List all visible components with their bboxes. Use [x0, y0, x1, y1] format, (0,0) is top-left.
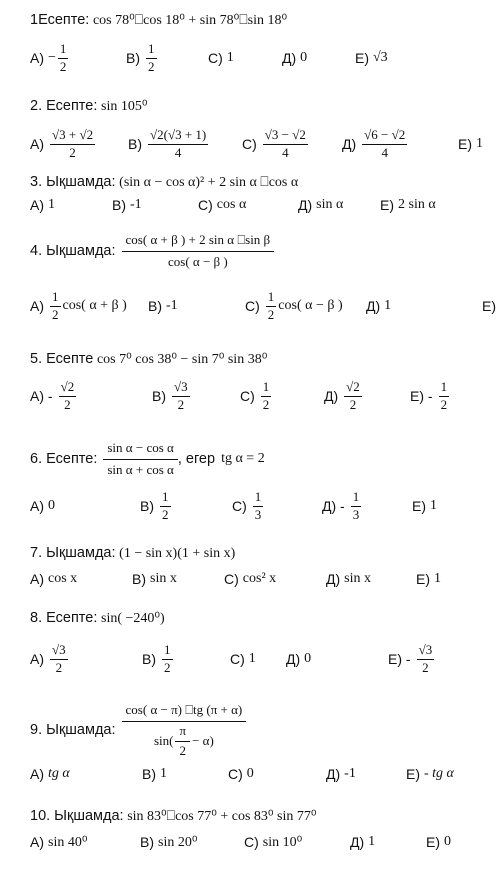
option-letter: С) [230, 651, 245, 667]
option-letter: Д) [326, 571, 341, 587]
option-letter: С) [240, 388, 255, 404]
fraction: $\frac{√2(√3 + 1)}{4}$ [150, 126, 207, 160]
option-value: 1 [384, 298, 392, 313]
option-5-d[interactable] [324, 374, 364, 418]
denominator-prefix: sin( [153, 732, 174, 748]
option-6-a[interactable] [30, 484, 55, 528]
question-7-expr: (1 − sin x)(1 + sin x) [119, 546, 236, 561]
option-8-c[interactable] [230, 637, 256, 681]
option-9-c[interactable] [228, 762, 254, 786]
option-7-d[interactable] [326, 567, 371, 591]
fraction: $\frac{√2}{2}$ [346, 378, 360, 412]
option-letter: Д) [366, 298, 381, 314]
question-9 [30, 702, 246, 759]
fraction: $\frac{\pi}{2}$ [175, 724, 190, 759]
option-value: 2 sin α [398, 197, 436, 212]
question-1-label: 1Есепте: [30, 12, 90, 28]
option-4-e[interactable] [482, 284, 500, 328]
question-4-fraction [122, 232, 275, 271]
fraction: $\frac{1}{2}$ [164, 641, 171, 675]
option-value: 0 [444, 834, 451, 849]
question-5-label: 5. Есепте [30, 351, 94, 367]
option-letter: Д) [282, 50, 297, 66]
question-4-label: 4. Ықшамда: [30, 243, 116, 260]
question-7-label: 7. Ықшамда: [30, 545, 116, 561]
option-letter: С) [198, 197, 213, 213]
option-value: 0 [300, 50, 308, 65]
fraction: $\frac{√2}{2}$ [60, 378, 75, 412]
option-7-a[interactable] [30, 567, 77, 591]
options-4 [30, 284, 500, 328]
option-value: cos( α − β ) [278, 298, 343, 313]
question-6 [30, 440, 265, 479]
option-letter: А) [30, 136, 44, 152]
question-7 [30, 545, 235, 562]
option-7-e[interactable] [416, 567, 441, 591]
option-7-c[interactable] [224, 567, 276, 591]
option-10-b[interactable] [140, 830, 197, 854]
option-2-d[interactable] [342, 122, 409, 166]
option-value: 0 [48, 498, 55, 513]
option-letter: Е) [412, 498, 426, 514]
question-9-label: 9. Ықшамда: [30, 722, 116, 739]
option-9-e[interactable] [406, 762, 454, 786]
option-value: tg α [48, 766, 70, 781]
option-6-d[interactable] [322, 484, 363, 528]
question-6-condition: , егер [177, 451, 216, 468]
option-value: √3 [373, 50, 388, 65]
question-6-condition-expr: tg α = 2 [221, 451, 265, 467]
question-3-expr: (sin α − cos α)² + 2 sin α ⎕cos α [119, 175, 299, 190]
option-3-b[interactable] [112, 193, 142, 217]
option-value: cos α [216, 197, 247, 212]
option-9-d[interactable] [326, 762, 356, 786]
option-10-d[interactable] [350, 830, 375, 854]
fraction: $\frac{1}{3}$ [352, 488, 360, 522]
option-letter: Д) [298, 197, 313, 213]
option-letter: С) [245, 298, 260, 314]
option-6-e[interactable] [412, 484, 437, 528]
question-2 [30, 98, 147, 115]
question-8-expr: sin( −240⁰) [101, 611, 165, 626]
fraction: $\frac{1}{2}$ [440, 378, 448, 412]
option-value: 1 [160, 766, 167, 781]
question-2-expr: sin 105⁰ [101, 99, 148, 114]
option-letter: Е) [482, 298, 496, 314]
option-letter: А) [30, 834, 44, 850]
options-9 [30, 762, 500, 786]
option-letter: В) [132, 571, 146, 587]
option-letter: Е) [380, 197, 394, 213]
option-8-b[interactable] [142, 637, 175, 681]
option-letter: В) [140, 498, 154, 514]
option-2-a[interactable] [30, 122, 97, 166]
fraction: $\frac{√3}{2}$ [52, 641, 66, 675]
option-5-b[interactable] [152, 374, 192, 418]
option-5-a[interactable] [30, 374, 78, 418]
option-3-c[interactable] [198, 193, 246, 217]
option-letter: В) [140, 834, 154, 850]
option-letter: В) [112, 197, 126, 213]
options-1 [30, 38, 500, 78]
option-value: sin 20⁰ [158, 834, 198, 850]
options-10 [30, 830, 500, 854]
option-letter: Д) [324, 388, 339, 404]
option-letter: В) [128, 136, 142, 152]
option-3-a[interactable] [30, 193, 55, 217]
option-4-b[interactable] [148, 284, 178, 328]
options-6 [30, 484, 500, 528]
option-value: sin 10⁰ [262, 834, 303, 850]
option-value: - tg α [424, 766, 454, 781]
option-value: cos² x [242, 571, 277, 586]
option-letter: С) [228, 766, 243, 782]
option-letter: С) [242, 136, 257, 152]
option-letter: С) [208, 50, 223, 66]
option-8-d[interactable] [286, 637, 311, 681]
option-letter: Е) [426, 834, 440, 850]
option-letter: Д) - [322, 498, 345, 514]
option-10-a[interactable] [30, 830, 87, 854]
option-value: -1 [344, 766, 356, 781]
question-1-expr: cos 78⁰⎕cos 18⁰ + sin 78⁰⎕sin 18⁰ [92, 13, 288, 28]
question-8 [30, 610, 165, 627]
fraction: $\frac{1}{2}$ [52, 288, 59, 322]
numerator: sin α − cos α [103, 440, 177, 460]
numerator: cos( α + β ) + 2 sin α ⎕sin β [122, 232, 275, 252]
question-2-label: 2. Есепте: [30, 98, 98, 114]
option-sign: − [48, 50, 56, 65]
option-4-d[interactable] [366, 284, 391, 328]
option-2-b[interactable] [128, 122, 210, 166]
option-value: 1 [226, 50, 234, 65]
option-value: 0 [304, 651, 312, 666]
option-1-e[interactable] [355, 38, 388, 78]
option-letter: Е) [406, 766, 420, 782]
options-8 [30, 637, 500, 681]
option-7-b[interactable] [132, 567, 177, 591]
option-value: 1 [476, 136, 483, 151]
option-letter: А) [30, 197, 44, 213]
option-letter: А) - [30, 388, 53, 404]
fraction: $\frac{√3 - √2}{4}$ [264, 126, 306, 160]
question-5 [30, 351, 267, 368]
option-9-b[interactable] [142, 762, 167, 786]
option-letter: Д) [350, 834, 365, 850]
option-letter: Е) - [388, 651, 411, 667]
fraction: $\frac{√6 - √2}{4}$ [364, 126, 406, 160]
option-letter: Е) [458, 136, 472, 152]
option-letter: Д) [326, 766, 341, 782]
option-letter: Д) [342, 136, 357, 152]
option-8-a[interactable] [30, 637, 70, 681]
options-7 [30, 567, 500, 591]
denominator-suffix: − α) [192, 732, 214, 748]
fraction: $\frac{√3 + √2}{2}$ [52, 126, 94, 160]
option-letter: В) [148, 298, 162, 314]
question-8-label: 8. Есепте: [30, 610, 98, 626]
option-2-c[interactable] [242, 122, 310, 166]
option-1-a[interactable] [30, 38, 70, 78]
question-4 [30, 232, 274, 271]
option-letter: А) [30, 498, 44, 514]
option-10-e[interactable] [426, 830, 451, 854]
question-6-label: 6. Есепте: [30, 451, 98, 468]
fraction: $\frac{1}{2}$ [267, 288, 275, 322]
fraction: $\frac{1}{2}$ [148, 40, 155, 74]
option-value: -1 [166, 298, 178, 313]
option-9-a[interactable] [30, 762, 70, 786]
option-1-b[interactable] [126, 38, 159, 78]
option-5-c[interactable] [240, 374, 273, 418]
option-letter: А) [30, 651, 44, 667]
option-letter: Д) [286, 651, 301, 667]
option-4-c[interactable] [245, 284, 343, 328]
fraction: $\frac{1}{2}$ [59, 40, 67, 74]
option-letter: А) [30, 766, 44, 782]
option-letter: Е) [355, 50, 369, 66]
option-value: 1 [48, 197, 55, 212]
option-10-c[interactable] [244, 830, 302, 854]
option-letter: А) [30, 571, 44, 587]
question-9-fraction [122, 702, 247, 759]
option-value: sin α [316, 197, 344, 212]
option-value: sin x [344, 571, 371, 586]
options-2 [30, 122, 500, 166]
option-1-c[interactable] [208, 38, 234, 78]
numerator: cos( α − π) ⎕tg (π + α) [122, 702, 247, 722]
option-4-a[interactable] [30, 284, 127, 328]
option-value: 0 [246, 766, 254, 781]
option-letter: А) [30, 50, 44, 66]
option-letter: В) [142, 651, 156, 667]
question-1 [30, 12, 287, 29]
question-10 [30, 808, 316, 825]
option-value: sin 40⁰ [48, 834, 88, 850]
option-value: 1 [430, 498, 437, 513]
option-letter: В) [126, 50, 140, 66]
fraction: $\frac{√3}{2}$ [418, 641, 433, 675]
option-5-e[interactable] [410, 374, 451, 418]
option-letter: А) [30, 298, 44, 314]
option-letter: С) [244, 834, 259, 850]
option-letter: С) [232, 498, 247, 514]
option-value: 1 [368, 834, 376, 849]
option-value: sin x [150, 571, 177, 586]
option-8-e[interactable] [388, 637, 436, 681]
question-3 [30, 174, 298, 191]
option-3-e[interactable] [380, 193, 436, 217]
question-6-fraction [103, 440, 177, 479]
option-2-e[interactable] [458, 122, 483, 166]
option-letter: В) [152, 388, 166, 404]
options-5 [30, 374, 500, 418]
option-6-c[interactable] [232, 484, 265, 528]
question-10-label: 10. Ықшамда: [30, 808, 124, 824]
fraction: $\frac{√3}{2}$ [174, 378, 188, 412]
option-value: cos x [48, 571, 78, 586]
option-letter: Е) - [410, 388, 433, 404]
fraction: $\frac{1}{2}$ [262, 378, 270, 412]
denominator: cos( α − β ) [167, 253, 228, 269]
option-3-d[interactable] [298, 193, 343, 217]
option-letter: В) [142, 766, 156, 782]
fraction: $\frac{1}{2}$ [162, 488, 169, 522]
question-3-label: 3. Ықшамда: [30, 174, 116, 190]
fraction: $\frac{1}{3}$ [254, 488, 262, 522]
question-5-expr: cos 7⁰ cos 38⁰ − sin 7⁰ sin 38⁰ [96, 352, 268, 367]
denominator [150, 722, 218, 759]
option-value: 1 [434, 571, 441, 586]
option-value: cos( α + β ) [62, 298, 127, 313]
option-1-d[interactable] [282, 38, 307, 78]
options-3 [30, 193, 500, 217]
option-6-b[interactable] [140, 484, 173, 528]
option-letter: Е) [416, 571, 430, 587]
question-10-expr: sin 83⁰⎕cos 77⁰ + cos 83⁰ sin 77⁰ [127, 809, 317, 824]
option-letter: С) [224, 571, 239, 587]
denominator: sin α + cos α [107, 461, 174, 477]
option-value: -1 [130, 197, 142, 212]
option-value: 1 [248, 651, 256, 666]
